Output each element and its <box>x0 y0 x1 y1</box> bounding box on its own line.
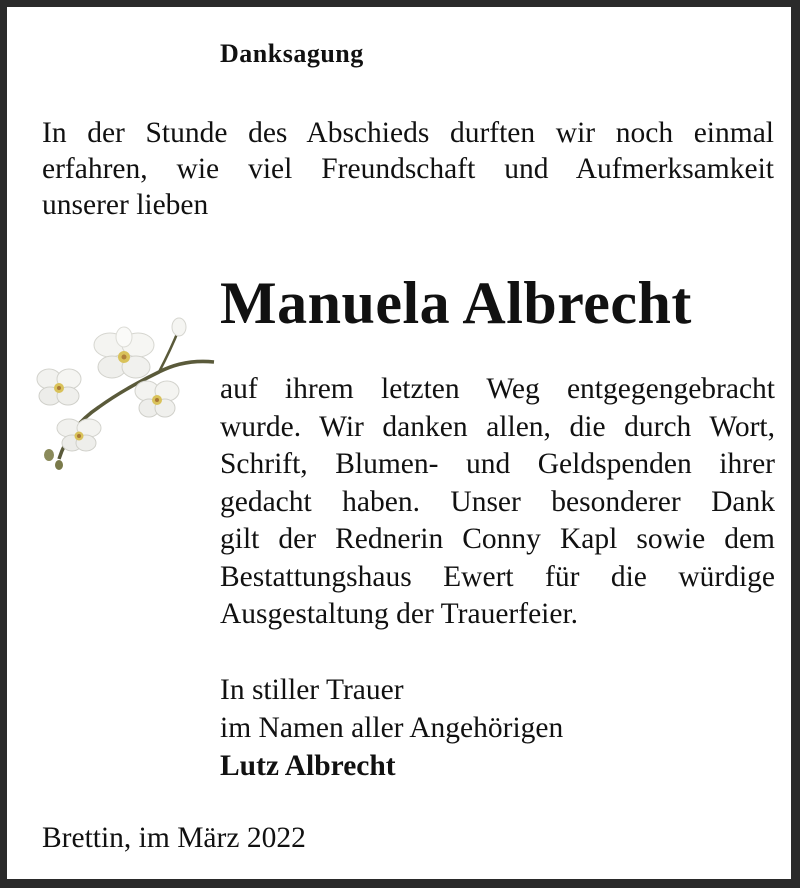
signer-name: Lutz Albrecht <box>220 750 396 782</box>
obituary-notice <box>7 7 791 879</box>
notice-heading: Danksagung <box>220 39 364 68</box>
closing-line: In stiller Trauer <box>220 674 404 706</box>
body-paragraph <box>220 371 775 634</box>
body-line: Ausgestaltung der Trauerfeier. <box>220 598 579 630</box>
place-date: Brettin, im März 2022 <box>42 822 306 854</box>
intro-line: In der Stunde des Abschieds durften wir noch einmal <box>42 117 774 149</box>
body-line: Bestattungshaus Ewert für die würdige <box>220 560 775 593</box>
intro-paragraph <box>42 115 774 223</box>
body-line: gilt der Rednerin Conny Kapl sowie dem <box>220 523 775 555</box>
body-line: wurde. Wir danken allen, die durch Wort, <box>220 410 775 443</box>
orchid-branch-icon <box>29 307 229 477</box>
intro-line: erfahren, wie viel Freundschaft und Aufmerksamkeit <box>42 153 774 185</box>
closing-block <box>220 671 563 785</box>
closing-line: im Namen aller Angehörigen <box>220 712 564 744</box>
body-line: auf ihrem letzten Weg entgegengebracht <box>220 373 775 405</box>
body-line: gedacht haben. Unser besonderer Dank <box>220 485 775 518</box>
body-line: Schrift, Blumen- und Geldspenden ihrer <box>220 448 775 480</box>
deceased-name: Manuela Albrecht <box>220 270 692 336</box>
intro-line: unserer lieben <box>42 189 209 221</box>
